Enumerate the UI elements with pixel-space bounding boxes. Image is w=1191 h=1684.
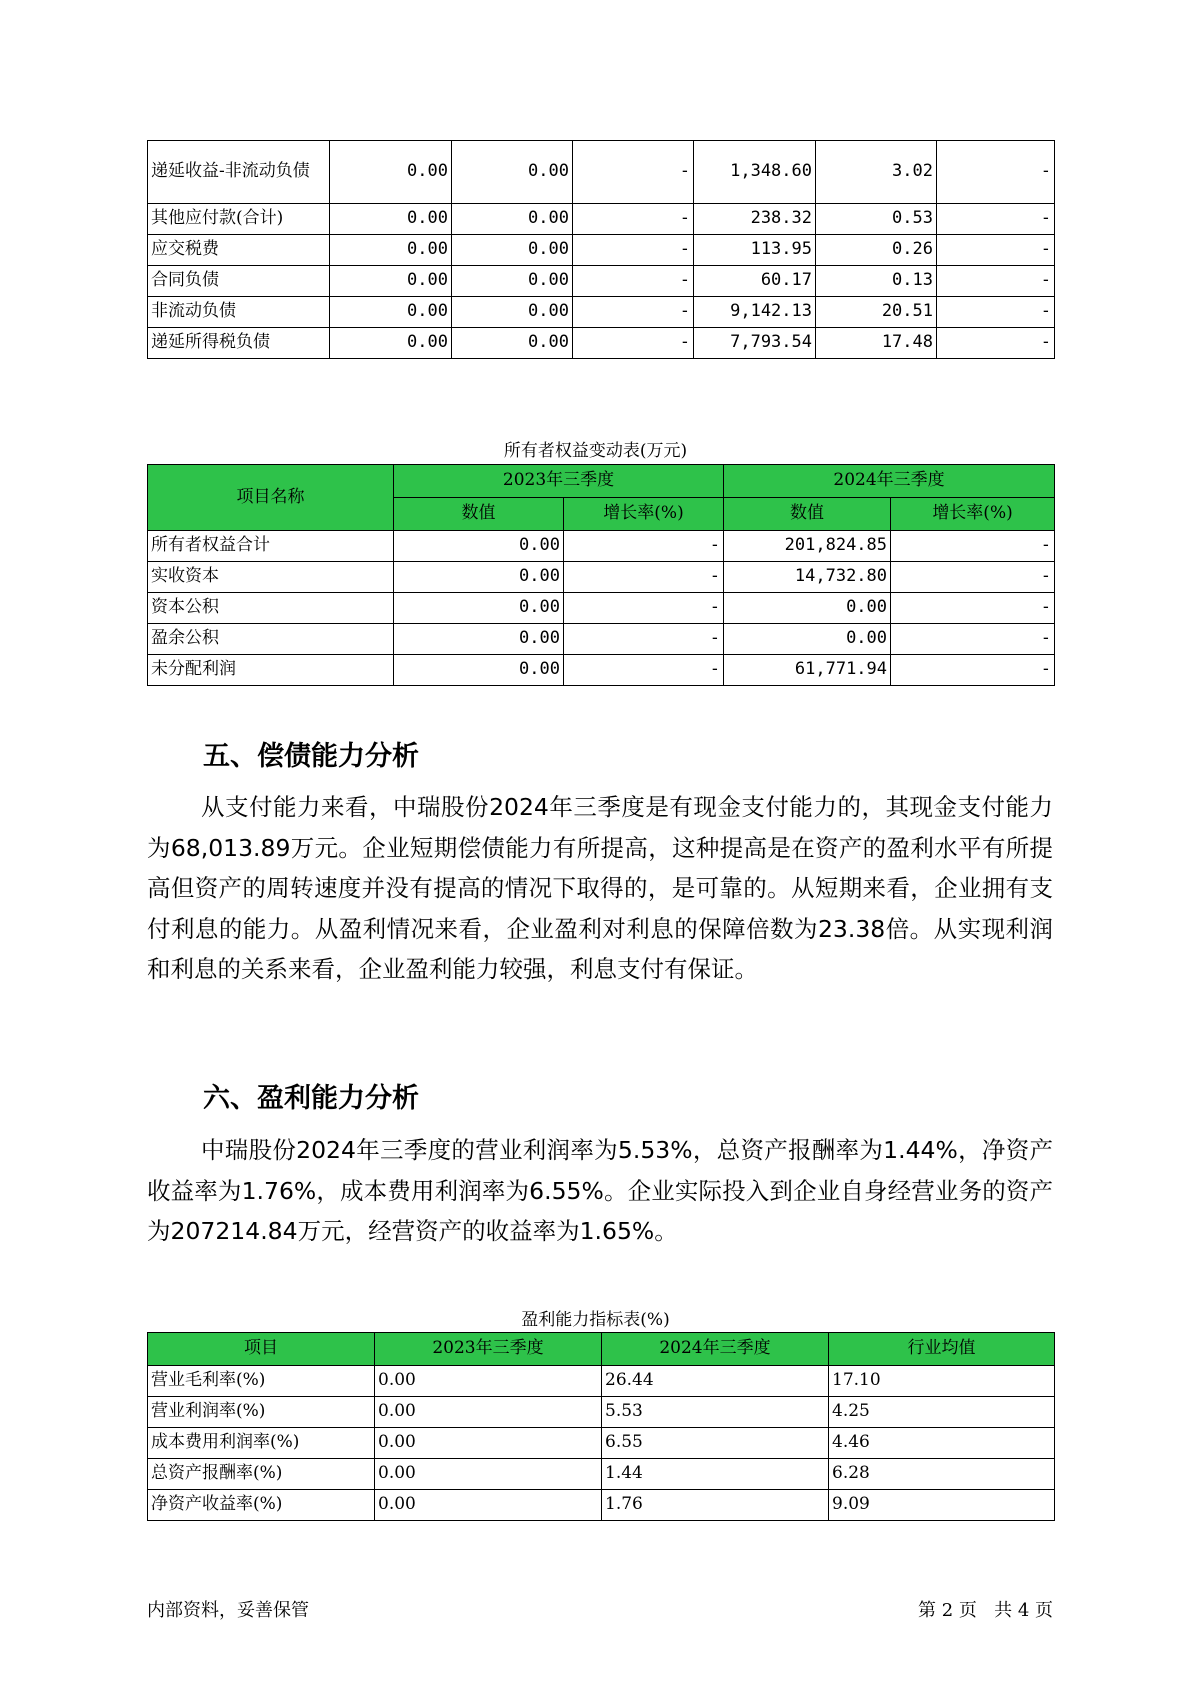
value-cell: 7,793.54	[694, 328, 816, 359]
value-cell: 0.13	[816, 266, 937, 297]
value-cell: -	[891, 562, 1055, 593]
table-row	[148, 1397, 1055, 1428]
section6-heading: 六、盈利能力分析	[203, 1083, 419, 1114]
value-cell: 4.25	[829, 1397, 1055, 1428]
value-cell: 5.53	[602, 1397, 829, 1428]
row-label: 递延所得税负债	[148, 328, 330, 359]
value-cell: -	[573, 266, 694, 297]
value-cell: 0.00	[724, 624, 891, 655]
value-cell: 0.00	[394, 624, 564, 655]
value-cell: -	[564, 593, 724, 624]
value-cell: 26.44	[602, 1366, 829, 1397]
value-cell: -	[564, 624, 724, 655]
value-cell: 0.00	[330, 297, 452, 328]
value-cell: 6.55	[602, 1428, 829, 1459]
value-cell: 61,771.94	[724, 655, 891, 686]
equity-subheader-value: 数值	[724, 498, 891, 531]
table-row	[148, 624, 1055, 655]
value-cell: 20.51	[816, 297, 937, 328]
equity-table	[147, 464, 1055, 686]
value-cell: 17.48	[816, 328, 937, 359]
value-cell: 60.17	[694, 266, 816, 297]
value-cell: -	[937, 297, 1055, 328]
table-row	[148, 1428, 1055, 1459]
row-label: 合同负债	[148, 266, 330, 297]
table-row	[148, 1366, 1055, 1397]
profit-header-2023: 2023年三季度	[375, 1333, 602, 1366]
equity-header-period2: 2024年三季度	[724, 465, 1055, 498]
value-cell: 0.00	[330, 328, 452, 359]
row-label: 营业毛利率(%)	[148, 1366, 375, 1397]
value-cell: -	[937, 266, 1055, 297]
row-label: 盈余公积	[148, 624, 394, 655]
table-row	[148, 141, 1055, 204]
equity-subheader-value: 数值	[394, 498, 564, 531]
value-cell: -	[573, 297, 694, 328]
table-row	[148, 1490, 1055, 1521]
row-label: 资本公积	[148, 593, 394, 624]
row-label: 应交税费	[148, 235, 330, 266]
value-cell: 0.00	[330, 141, 452, 204]
value-cell: 0.00	[330, 235, 452, 266]
value-cell: 201,824.85	[724, 531, 891, 562]
section5-heading: 五、偿债能力分析	[203, 741, 419, 772]
value-cell: 0.00	[330, 266, 452, 297]
value-cell: -	[891, 655, 1055, 686]
value-cell: 0.00	[452, 297, 573, 328]
equity-table-caption: 所有者权益变动表(万元)	[503, 441, 688, 461]
liabilities-table	[147, 140, 1055, 359]
value-cell: 0.00	[375, 1366, 602, 1397]
section5-paragraph: 从支付能力来看，中瑞股份2024年三季度是有现金支付能力的，其现金支付能力为68,013.89万元。企业短期偿债能力有所提高，这种提高是在资产的盈利水平有所提高但资产的周转速度并没有提高的情况下取得的，是可靠的。从短期来看，企业拥有支付利息的能力。从盈利情况来看，企业盈利对利息的保障倍数为23.38倍。从实现利润和利息的关系来看，企业盈利能力较强，利息支付有保证。	[147, 793, 1053, 984]
value-cell: 0.00	[375, 1397, 602, 1428]
value-cell: -	[937, 141, 1055, 204]
value-cell: -	[891, 531, 1055, 562]
row-label: 未分配利润	[148, 655, 394, 686]
profit-header-item: 项目	[148, 1333, 375, 1366]
value-cell: -	[937, 235, 1055, 266]
value-cell: 0.00	[452, 235, 573, 266]
value-cell: 0.00	[394, 562, 564, 593]
value-cell: 0.00	[452, 266, 573, 297]
table-row	[148, 531, 1055, 562]
value-cell: 9.09	[829, 1490, 1055, 1521]
equity-subheader-growth: 增长率(%)	[564, 498, 724, 531]
row-label: 其他应付款(合计)	[148, 204, 330, 235]
value-cell: -	[573, 204, 694, 235]
value-cell: 0.00	[452, 328, 573, 359]
value-cell: -	[937, 328, 1055, 359]
value-cell: 0.00	[452, 141, 573, 204]
value-cell: -	[564, 655, 724, 686]
value-cell: -	[564, 531, 724, 562]
value-cell: 0.00	[394, 531, 564, 562]
value-cell: 0.00	[375, 1459, 602, 1490]
value-cell: -	[573, 141, 694, 204]
table-row	[148, 328, 1055, 359]
value-cell: 9,142.13	[694, 297, 816, 328]
value-cell: 1.76	[602, 1490, 829, 1521]
value-cell: 6.28	[829, 1459, 1055, 1490]
row-label: 递延收益-非流动负债	[148, 141, 330, 204]
value-cell: 0.53	[816, 204, 937, 235]
value-cell: 1.44	[602, 1459, 829, 1490]
value-cell: -	[891, 593, 1055, 624]
value-cell: 238.32	[694, 204, 816, 235]
footer-page-number: 第 2 页 共 4 页	[918, 1600, 1053, 1621]
table-row	[148, 297, 1055, 328]
equity-subheader-growth: 增长率(%)	[891, 498, 1055, 531]
value-cell: 0.00	[375, 1428, 602, 1459]
value-cell: 0.00	[724, 593, 891, 624]
value-cell: -	[937, 204, 1055, 235]
row-label: 营业利润率(%)	[148, 1397, 375, 1428]
value-cell: -	[573, 235, 694, 266]
value-cell: -	[573, 328, 694, 359]
table-row	[148, 204, 1055, 235]
value-cell: 0.00	[394, 593, 564, 624]
table-row	[148, 235, 1055, 266]
footer-left: 内部资料，妥善保管	[147, 1600, 309, 1621]
row-label: 所有者权益合计	[148, 531, 394, 562]
row-label: 净资产收益率(%)	[148, 1490, 375, 1521]
table-row	[148, 593, 1055, 624]
row-label: 成本费用利润率(%)	[148, 1428, 375, 1459]
value-cell: 0.26	[816, 235, 937, 266]
table-row	[148, 1459, 1055, 1490]
value-cell: 0.00	[394, 655, 564, 686]
equity-header-period1: 2023年三季度	[394, 465, 724, 498]
value-cell: 113.95	[694, 235, 816, 266]
value-cell: 17.10	[829, 1366, 1055, 1397]
row-label: 实收资本	[148, 562, 394, 593]
section6-paragraph: 中瑞股份2024年三季度的营业利润率为5.53%，总资产报酬率为1.44%，净资产收益率为1.76%，成本费用利润率为6.55%。企业实际投入到企业自身经营业务的资产为207214.84万元，经营资产的收益率为1.65%。	[147, 1136, 1053, 1246]
row-label: 总资产报酬率(%)	[148, 1459, 375, 1490]
table-row	[148, 266, 1055, 297]
value-cell: 3.02	[816, 141, 937, 204]
value-cell: -	[891, 624, 1055, 655]
value-cell: 1,348.60	[694, 141, 816, 204]
value-cell: 0.00	[452, 204, 573, 235]
value-cell: 0.00	[375, 1490, 602, 1521]
value-cell: 0.00	[330, 204, 452, 235]
profit-header-industry: 行业均值	[829, 1333, 1055, 1366]
table-row	[148, 562, 1055, 593]
profit-table	[147, 1332, 1055, 1521]
table-row	[148, 655, 1055, 686]
value-cell: -	[564, 562, 724, 593]
profit-table-caption: 盈利能力指标表(%)	[521, 1310, 670, 1330]
profit-header-2024: 2024年三季度	[602, 1333, 829, 1366]
value-cell: 14,732.80	[724, 562, 891, 593]
value-cell: 4.46	[829, 1428, 1055, 1459]
equity-header-item: 项目名称	[148, 465, 394, 531]
row-label: 非流动负债	[148, 297, 330, 328]
